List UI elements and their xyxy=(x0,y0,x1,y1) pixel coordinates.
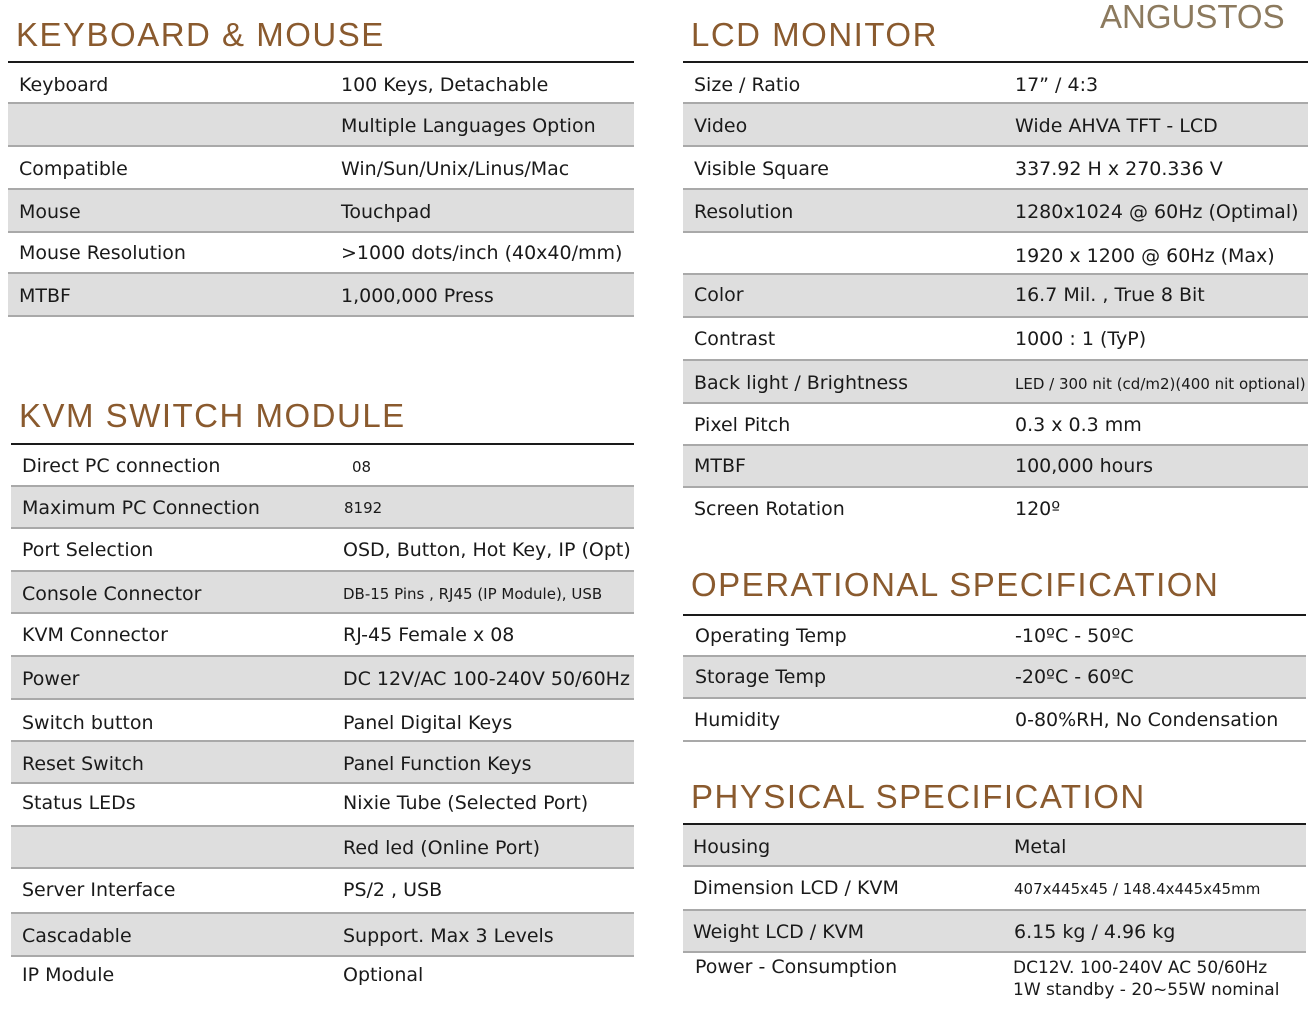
table-row xyxy=(683,867,1306,911)
table-row xyxy=(8,190,634,233)
row-value: Touchpad xyxy=(341,201,432,223)
row-value: Support. Max 3 Levels xyxy=(343,925,554,947)
table-row xyxy=(683,275,1308,318)
section-title: KVM SWITCH MODULE xyxy=(19,397,406,434)
row-label: Console Connector xyxy=(22,583,202,605)
table-row xyxy=(683,911,1306,953)
spec-table xyxy=(8,61,634,317)
row-label: Status LEDs xyxy=(22,792,136,814)
row-value: Metal xyxy=(1014,836,1067,858)
table-row xyxy=(683,616,1306,657)
table-row xyxy=(683,699,1306,742)
row-label: Keyboard xyxy=(19,74,109,96)
row-label: KVM Connector xyxy=(22,624,168,646)
row-label: IP Module xyxy=(22,964,115,986)
table-row xyxy=(11,657,634,700)
table-row xyxy=(11,529,634,572)
keyboard-mouse-section xyxy=(8,14,634,324)
row-label: Storage Temp xyxy=(695,666,827,688)
row-value: DB-15 Pins , RJ45 (IP Module), USB xyxy=(343,585,603,603)
table-row xyxy=(8,104,634,147)
row-value: LED / 300 nit (cd/m2)(400 nit optional) xyxy=(1015,375,1306,393)
row-value: RJ-45 Female x 08 xyxy=(343,624,515,646)
table-row xyxy=(683,657,1306,699)
row-value: Multiple Languages Option xyxy=(341,115,596,137)
table-row xyxy=(11,914,634,957)
section-title: KEYBOARD & MOUSE xyxy=(16,16,385,53)
section-title: PHYSICAL SPECIFICATION xyxy=(691,778,1146,815)
table-row xyxy=(11,614,634,657)
row-value: 407x445x45 / 148.4x445x45mm xyxy=(1014,880,1261,898)
brand-logo: ANGUSTOS xyxy=(1100,0,1285,35)
table-row xyxy=(683,404,1308,446)
table-row xyxy=(683,318,1308,361)
spec-table xyxy=(683,614,1306,742)
row-value: 16.7 Mil. , True 8 Bit xyxy=(1015,284,1205,306)
section-title: LCD MONITOR xyxy=(691,16,938,53)
row-label: Resolution xyxy=(694,201,794,223)
row-label: Visible Square xyxy=(694,158,829,180)
row-value: 17” / 4:3 xyxy=(1015,74,1099,96)
table-row xyxy=(8,147,634,190)
row-value: 337.92 H x 270.336 V xyxy=(1015,158,1223,180)
spec-table xyxy=(11,443,634,997)
row-label: Mouse xyxy=(19,201,81,223)
row-value: DC 12V/AC 100-240V 50/60Hz xyxy=(343,668,630,690)
row-label: Reset Switch xyxy=(22,753,144,775)
table-row xyxy=(11,487,634,529)
row-value: Nixie Tube (Selected Port) xyxy=(343,792,589,814)
row-value: 1280x1024 @ 60Hz (Optimal) xyxy=(1015,201,1299,223)
row-value: 120º xyxy=(1015,498,1061,520)
row-label: Weight LCD / KVM xyxy=(693,921,865,943)
row-value: -10ºC - 50ºC xyxy=(1015,625,1134,647)
row-label: Mouse Resolution xyxy=(19,242,186,264)
row-value: 1920 x 1200 @ 60Hz (Max) xyxy=(1015,245,1275,267)
table-row xyxy=(11,572,634,614)
row-label: Switch button xyxy=(22,712,154,734)
table-row xyxy=(683,825,1306,867)
row-label: Size / Ratio xyxy=(694,74,801,96)
table-row xyxy=(683,147,1308,190)
row-label: Screen Rotation xyxy=(694,498,845,520)
table-row xyxy=(683,953,1306,1007)
row-value: Panel Digital Keys xyxy=(343,712,513,734)
row-value: PS/2 , USB xyxy=(343,879,443,901)
row-label: Dimension LCD / KVM xyxy=(693,877,899,899)
table-row xyxy=(683,63,1308,104)
row-value: 100,000 hours xyxy=(1015,455,1154,477)
row-value: OSD, Button, Hot Key, IP (Opt) xyxy=(343,539,631,561)
table-row xyxy=(8,233,634,274)
table-row xyxy=(683,361,1308,404)
row-label: Maximum PC Connection xyxy=(22,497,260,519)
row-value: Wide AHVA TFT - LCD xyxy=(1015,115,1218,137)
row-value: 100 Keys, Detachable xyxy=(341,74,549,96)
table-row xyxy=(11,742,634,784)
row-value: Win/Sun/Unix/Linus/Mac xyxy=(341,158,570,180)
row-label: Housing xyxy=(693,836,771,858)
row-value: 1,000,000 Press xyxy=(341,285,494,307)
row-value: -20ºC - 60ºC xyxy=(1015,666,1134,688)
row-value: Optional xyxy=(343,964,424,986)
row-label: Contrast xyxy=(694,328,776,350)
row-value: >1000 dots/inch (40x40/mm) xyxy=(341,242,623,264)
row-label: MTBF xyxy=(19,285,71,307)
row-value: 1000 : 1 (TyP) xyxy=(1015,328,1147,350)
row-label: Power - Consumption xyxy=(695,956,898,978)
row-value: 0.3 x 0.3 mm xyxy=(1015,414,1142,436)
row-value: 6.15 kg / 4.96 kg xyxy=(1014,921,1176,943)
row-value: 8192 xyxy=(344,499,383,517)
row-label: Compatible xyxy=(19,158,128,180)
row-value: 0-80%RH, No Condensation xyxy=(1015,709,1279,731)
row-label: Pixel Pitch xyxy=(694,414,791,436)
row-label: Operating Temp xyxy=(695,625,847,647)
table-row xyxy=(11,700,634,742)
kvm-switch-section xyxy=(11,395,637,995)
row-value: Red led (Online Port) xyxy=(343,837,541,859)
table-row xyxy=(11,827,634,869)
section-title: OPERATIONAL SPECIFICATION xyxy=(691,566,1220,603)
table-row xyxy=(683,488,1308,530)
row-label: Port Selection xyxy=(22,539,154,561)
table-row xyxy=(683,233,1308,275)
row-label: Server Interface xyxy=(22,879,176,901)
table-row xyxy=(11,957,634,997)
table-row xyxy=(683,190,1308,233)
lcd-monitor-section xyxy=(683,14,1309,534)
row-label: Color xyxy=(694,284,744,306)
row-label: Power xyxy=(22,668,80,690)
row-label: Humidity xyxy=(694,709,781,731)
table-row xyxy=(8,274,634,317)
row-label: Video xyxy=(694,115,748,137)
row-value: Panel Function Keys xyxy=(343,753,532,775)
table-row xyxy=(11,869,634,914)
spec-table xyxy=(683,823,1306,1007)
spec-table xyxy=(683,61,1308,530)
table-row xyxy=(11,784,634,827)
row-label: MTBF xyxy=(694,455,746,477)
table-row xyxy=(683,104,1308,147)
operational-spec-section xyxy=(683,564,1309,744)
physical-spec-section xyxy=(683,776,1309,1008)
row-label: Cascadable xyxy=(22,925,132,947)
table-row xyxy=(11,445,634,487)
row-value: 08 xyxy=(352,458,372,476)
row-label: Back light / Brightness xyxy=(694,372,908,394)
table-row xyxy=(8,63,634,104)
row-value: DC12V. 100-240V AC 50/60Hz 1W standby - 20~55W nominal xyxy=(1013,958,1280,1000)
table-row xyxy=(683,446,1308,488)
row-label: Direct PC connection xyxy=(22,455,221,477)
